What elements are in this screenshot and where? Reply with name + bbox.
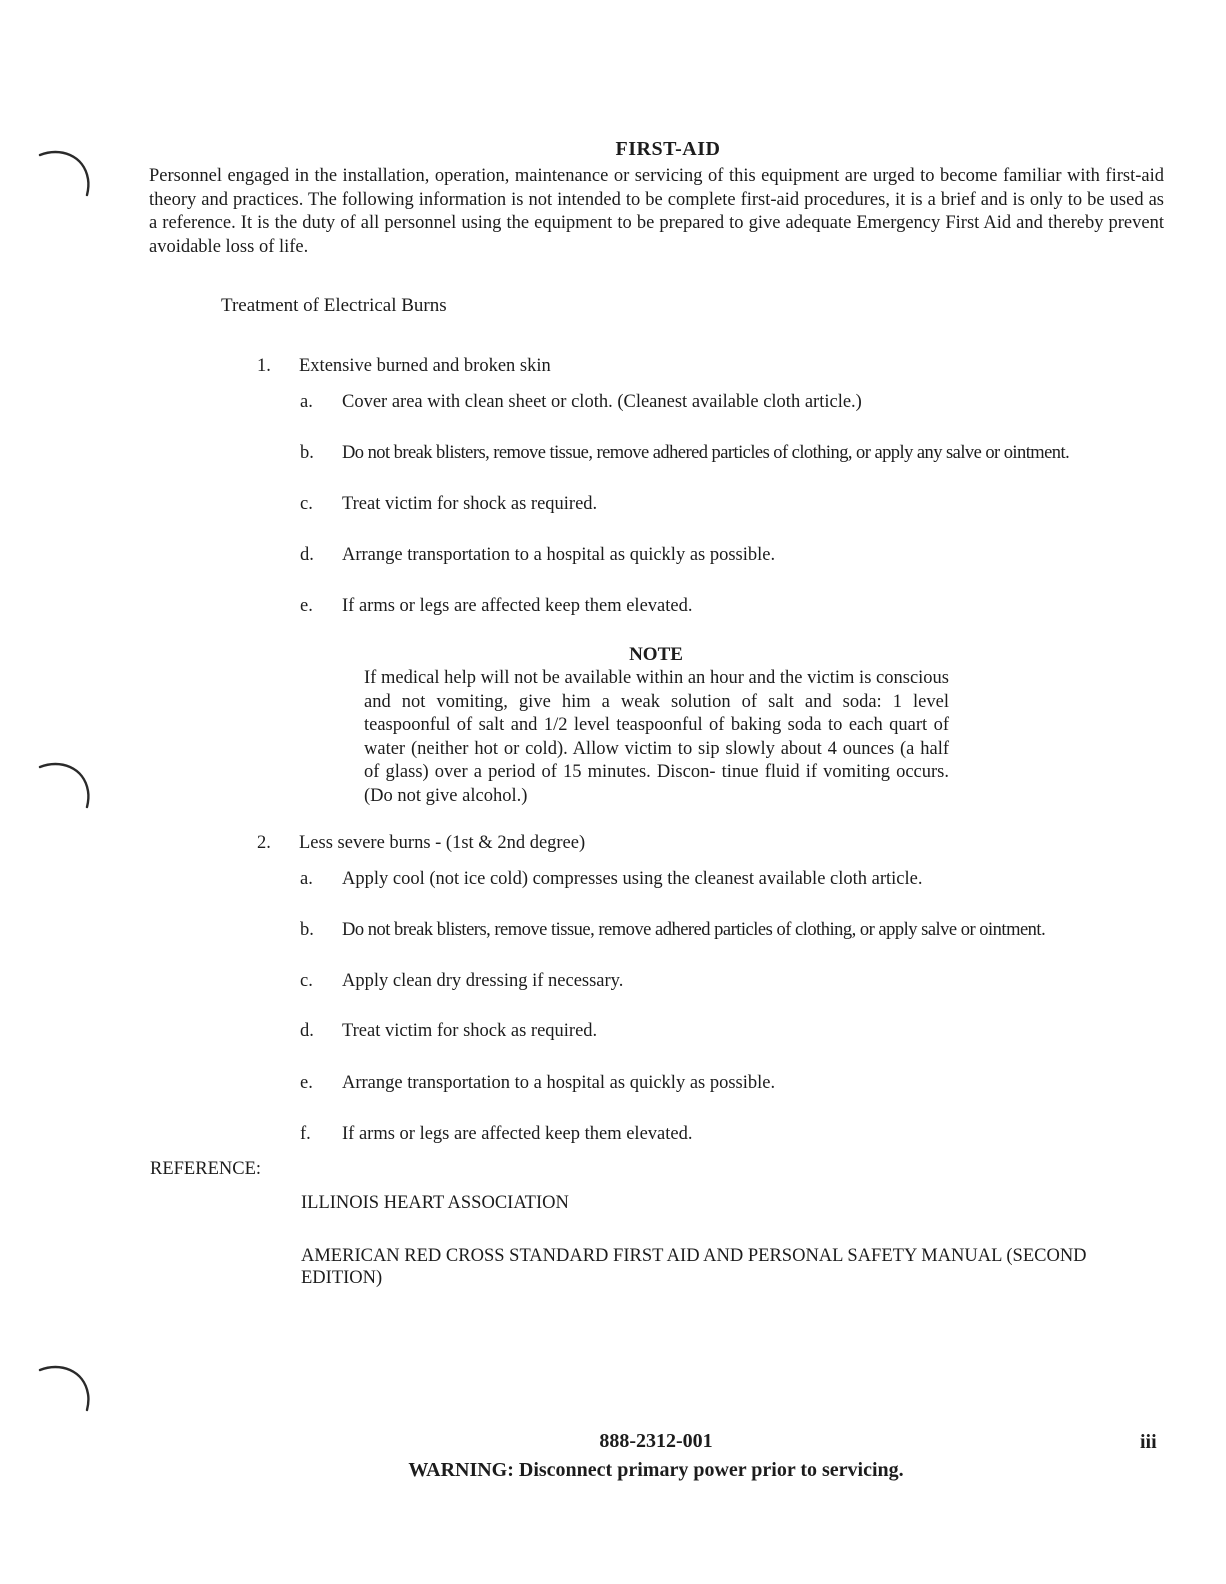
sub-item-text: If arms or legs are affected keep them elevated. <box>342 1124 693 1144</box>
sub-item-letter: d. <box>300 1021 314 1041</box>
sub-item-text: Apply clean dry dressing if necessary. <box>342 971 624 991</box>
sub-item-letter: d. <box>300 545 314 565</box>
note-title: NOTE <box>629 644 683 665</box>
binder-hole-icon <box>38 757 92 811</box>
sub-item-text: Treat victim for shock as required. <box>342 494 598 514</box>
sub-item-text: Apply cool (not ice cold) compresses using the cleanest available cloth article. <box>342 869 923 889</box>
sub-item-letter: b. <box>300 443 314 463</box>
sub-item-letter: e. <box>300 1073 313 1093</box>
item-label: Less severe burns - (1st & 2nd degree) <box>299 833 586 853</box>
warning-footer: WARNING: Disconnect primary power prior to servicing. <box>408 1459 904 1481</box>
sub-item-text: Do not break blisters, remove tissue, remove adhered particles of clothing, or apply salve or ointment. <box>342 920 1046 940</box>
sub-item <box>300 596 692 617</box>
item-number: 1. <box>257 356 271 376</box>
sub-item-text: Arrange transportation to a hospital as quickly as possible. <box>342 545 776 565</box>
section-heading: Treatment of Electrical Burns <box>221 295 447 316</box>
item-label: Extensive burned and broken skin <box>299 356 551 376</box>
sub-item <box>300 494 597 515</box>
list-item-less-severe-burns <box>257 833 585 854</box>
sub-item <box>300 971 623 992</box>
sub-item-text: Arrange transportation to a hospital as quickly as possible. <box>342 1073 776 1093</box>
sub-item <box>300 1124 692 1145</box>
sub-item <box>300 1021 597 1042</box>
list-item-extensive-burns <box>257 356 551 377</box>
sub-item <box>300 869 923 890</box>
document-number: 888-2312-001 <box>599 1430 713 1452</box>
reference-entry: ILLINOIS HEART ASSOCIATION <box>301 1193 569 1213</box>
binder-hole-icon <box>38 1360 92 1414</box>
sub-item <box>300 1073 775 1094</box>
page-title: FIRST-AID <box>615 138 721 160</box>
sub-item-text: Do not break blisters, remove tissue, remove adhered particles of clothing, or apply any salve or ointment. <box>342 443 1070 463</box>
sub-item-letter: c. <box>300 971 313 991</box>
sub-item-text: Treat victim for shock as required. <box>342 1021 598 1041</box>
reference-label: REFERENCE: <box>150 1159 262 1179</box>
sub-item-letter: f. <box>300 1124 311 1144</box>
sub-item-letter: e. <box>300 596 313 616</box>
sub-item-text: Cover area with clean sheet or cloth. (Cleanest available cloth article.) <box>342 392 862 412</box>
sub-item-letter: c. <box>300 494 313 514</box>
sub-item-letter: a. <box>300 392 313 412</box>
sub-item-text: If arms or legs are affected keep them elevated. <box>342 596 693 616</box>
page-number: iii <box>1140 1431 1157 1453</box>
sub-item <box>300 545 775 566</box>
sub-item <box>300 392 862 413</box>
sub-item <box>300 443 1069 464</box>
sub-item <box>300 920 1045 941</box>
item-number: 2. <box>257 833 271 853</box>
reference-entry: AMERICAN RED CROSS STANDARD FIRST AID AND PERSONAL SAFETY MANUAL (SECOND EDITION) <box>301 1246 1087 1288</box>
intro-paragraph: Personnel engaged in the installation, operation, maintenance or servicing of this equipment are urged to become familiar with first-aid theory and practices. The following information is not intended to be complete first-aid procedures, it is a brief and is only to be used as a reference. It is the duty of all personnel using the equipment to be prepared to give adequate Emergency First Aid and thereby prevent avoidable loss of life. <box>149 166 1164 257</box>
sub-item-letter: a. <box>300 869 313 889</box>
note-body: If medical help will not be available within an hour and the victim is conscious and not vomiting, give him a weak solution of salt and soda: 1 level teaspoonful of salt and 1/2 level teaspoonful of baking soda to each quart of water (neither hot or cold). Allow victim to sip slowly about 4 ounces (a half of glass) over a period of 15 minutes. Discon- tinue fluid if vomiting occurs. (Do not give alcohol.) <box>364 668 949 806</box>
sub-item-letter: b. <box>300 920 314 940</box>
